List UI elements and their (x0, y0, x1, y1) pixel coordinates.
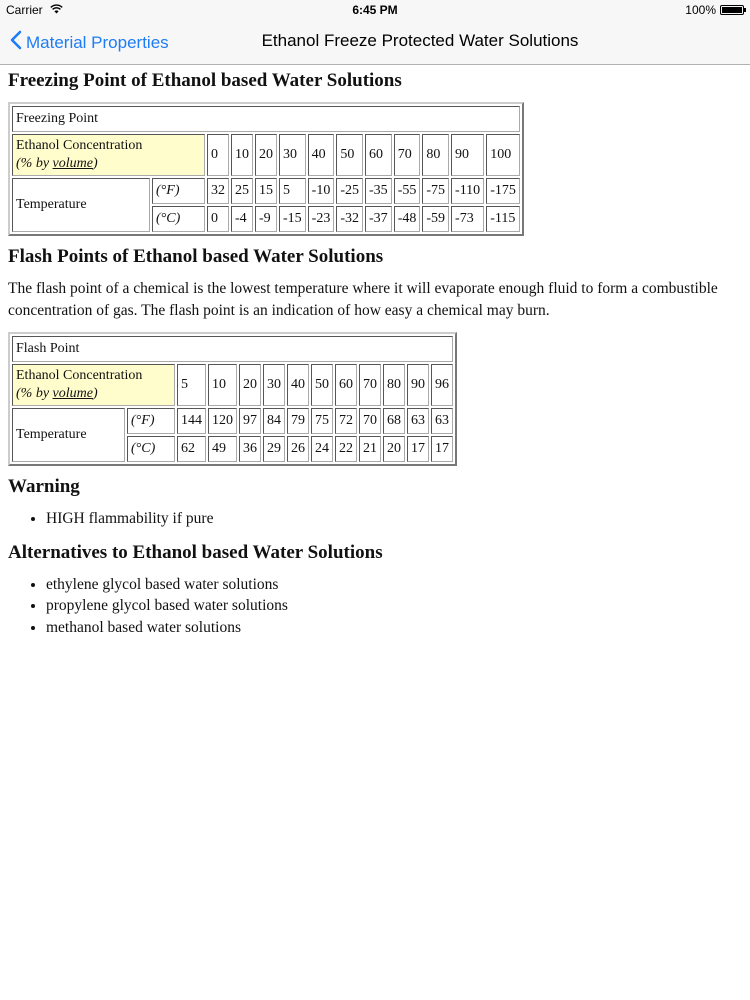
table-cell: 10 (231, 134, 253, 176)
table-cell: 25 (231, 178, 253, 204)
table-cell: -15 (279, 206, 306, 232)
table-cell: 68 (383, 408, 405, 434)
navigation-bar (0, 20, 750, 65)
table-cell: 30 (263, 364, 285, 406)
table-cell: 5 (177, 364, 206, 406)
table-cell: 0 (207, 206, 229, 232)
unit-celsius: (°C) (127, 436, 175, 462)
table-cell: 72 (335, 408, 357, 434)
table-cell: 50 (336, 134, 363, 176)
battery-percent: 100% (685, 3, 716, 17)
warning-list (8, 508, 738, 530)
table-cell: 20 (255, 134, 277, 176)
list-item: • propylene glycol based water solutions (46, 595, 738, 617)
concentration-label-cell (12, 134, 205, 176)
freezing-point-table (8, 102, 524, 236)
freezing-heading: Freezing Point of Ethanol based Water Solutions (8, 70, 402, 91)
table-cell: 70 (394, 134, 421, 176)
table-cell: 17 (407, 436, 429, 462)
alternatives-list (8, 574, 738, 639)
table-cell: 90 (451, 134, 484, 176)
table-cell: 40 (308, 134, 335, 176)
battery-icon (720, 5, 744, 15)
table-cell: -9 (255, 206, 277, 232)
table-cell: 36 (239, 436, 261, 462)
table-cell: -59 (422, 206, 449, 232)
back-button[interactable] (10, 30, 169, 55)
battery-status (685, 3, 744, 17)
unit-fahrenheit: (°F) (127, 408, 175, 434)
table-cell: 26 (287, 436, 309, 462)
table-cell: -37 (365, 206, 392, 232)
table-cell: 79 (287, 408, 309, 434)
chevron-left-icon (10, 30, 22, 55)
table-cell: 80 (383, 364, 405, 406)
table-cell: 63 (431, 408, 453, 434)
fahrenheit-row (12, 178, 520, 204)
table-cell: 20 (239, 364, 261, 406)
content-area (8, 64, 738, 650)
table-cell: -75 (422, 178, 449, 204)
table-cell: -115 (486, 206, 520, 232)
table-cell: 70 (359, 408, 381, 434)
list-item: • methanol based water solutions (46, 617, 738, 639)
table-cell: 63 (407, 408, 429, 434)
table-cell: 20 (383, 436, 405, 462)
table-cell: -10 (308, 178, 335, 204)
table-cell: 5 (279, 178, 306, 204)
temperature-label: Temperature (12, 178, 150, 232)
concentration-label: Ethanol Concentration (16, 138, 143, 153)
table-cell: 50 (311, 364, 333, 406)
table-cell: 22 (335, 436, 357, 462)
unit-celsius: (°C) (152, 206, 205, 232)
concentration-row (12, 364, 453, 406)
table-cell: 97 (239, 408, 261, 434)
table-cell: 17 (431, 436, 453, 462)
table-cell: 15 (255, 178, 277, 204)
unit-fahrenheit: (°F) (152, 178, 205, 204)
volume-link[interactable]: volume (52, 386, 93, 401)
table-cell: 80 (422, 134, 449, 176)
temperature-label: Temperature (12, 408, 125, 462)
clock: 6:45 PM (352, 3, 398, 17)
table-cell: -48 (394, 206, 421, 232)
table-cell: 144 (177, 408, 206, 434)
table-cell: 62 (177, 436, 206, 462)
table-cell: 29 (263, 436, 285, 462)
table-cell: 96 (431, 364, 453, 406)
flash-heading: Flash Points of Ethanol based Water Solutions (8, 246, 384, 267)
table-cell: -23 (308, 206, 335, 232)
table-cell: -32 (336, 206, 363, 232)
table-cell: -25 (336, 178, 363, 204)
table-caption: Freezing Point (12, 106, 520, 132)
alternatives-heading: Alternatives to Ethanol based Water Solutions (8, 541, 383, 563)
flash-description: The flash point of a chemical is the lowest temperature where it will evaporate enough fluid to form a combustible concentration of gas. The flash point is an indication of how easy a chemical may burn. (8, 280, 718, 319)
list-item: • HIGH flammability if pure (46, 508, 738, 530)
back-button-label: Material Properties (26, 32, 169, 52)
list-item: • ethylene glycol based water solutions (46, 574, 738, 596)
table-caption: Flash Point (12, 336, 453, 362)
status-bar (0, 0, 750, 20)
carrier-text: Carrier (6, 3, 43, 17)
table-cell: -110 (451, 178, 484, 204)
table-cell: 60 (335, 364, 357, 406)
concentration-label: Ethanol Concentration (16, 368, 143, 383)
table-cell: 75 (311, 408, 333, 434)
table-cell: 32 (207, 178, 229, 204)
fahrenheit-row (12, 408, 453, 434)
flash-point-table (8, 332, 457, 466)
page-title: Ethanol Freeze Protected Water Solutions (261, 31, 579, 50)
table-cell: 120 (208, 408, 237, 434)
concentration-unit: (% by volume) (16, 386, 98, 401)
table-cell: 40 (287, 364, 309, 406)
table-cell: -35 (365, 178, 392, 204)
table-cell: -73 (451, 206, 484, 232)
table-cell: -4 (231, 206, 253, 232)
concentration-unit: (% by volume) (16, 156, 98, 171)
table-cell: 90 (407, 364, 429, 406)
volume-link[interactable]: volume (52, 156, 93, 171)
concentration-label-cell (12, 364, 175, 406)
table-cell: 84 (263, 408, 285, 434)
table-cell: 30 (279, 134, 306, 176)
concentration-row (12, 134, 520, 176)
table-cell: 10 (208, 364, 237, 406)
table-cell: 24 (311, 436, 333, 462)
table-cell: 100 (486, 134, 520, 176)
table-cell: 70 (359, 364, 381, 406)
table-cell: -175 (486, 178, 520, 204)
table-cell: 0 (207, 134, 229, 176)
table-cell: 21 (359, 436, 381, 462)
warning-heading: Warning (8, 476, 80, 497)
table-cell: 60 (365, 134, 392, 176)
table-cell: 49 (208, 436, 237, 462)
table-cell: -55 (394, 178, 421, 204)
